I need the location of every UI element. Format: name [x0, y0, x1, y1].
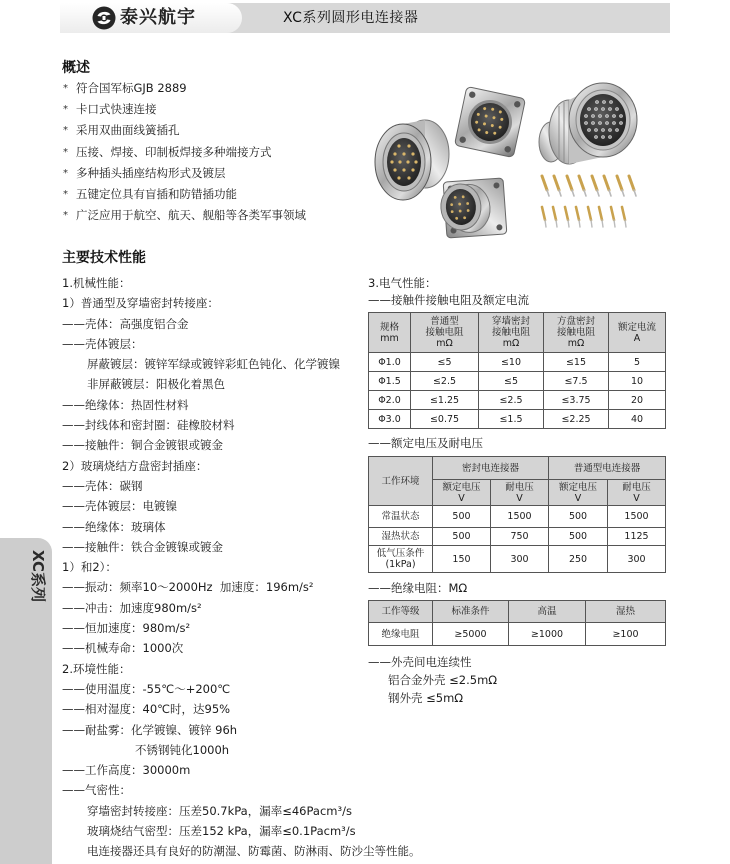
company-logo-icon [92, 6, 116, 30]
spec-vibration: ——振动：频率10～2000Hz 加速度：196m/s² [62, 580, 314, 595]
col-header-rated-current [609, 313, 666, 353]
group-header-standard: 普通型电连接器 [549, 457, 666, 480]
overview-heading: 概述 [62, 60, 90, 76]
spec-salt-spray: ——耐盐雾：化学镀镍、镀锌 96h [62, 722, 238, 737]
spec-contact-material-2: ——接触件：铁合金镀镍或镀金 [62, 539, 223, 554]
feedthrough-resistance-cell: ≤5 [479, 372, 544, 391]
environment-line: 低气压条件 [376, 548, 425, 559]
series-side-tab-label: XC系列 [29, 550, 47, 603]
col-header-sealed-withstand-voltage [491, 480, 549, 506]
col-header-unit: A [633, 332, 641, 344]
specs-heading: 主要技术性能 [62, 250, 146, 266]
col-header-line: 方盘密封 [556, 316, 595, 327]
col-header-unit: mm [380, 332, 399, 344]
feature-list [62, 78, 306, 226]
insulation-table [368, 600, 666, 646]
row-label-insulation: 绝缘电阻 [369, 623, 433, 646]
spec-airtightness-feedthrough: 穿墙密封转接座：压差50.7kPa，漏率≤46Pacm³/s [87, 803, 352, 818]
col-header-square-flange-resistance [544, 313, 609, 353]
col-header-line: 耐电压 [505, 481, 534, 493]
insulation-cell: ≥1000 [509, 623, 586, 646]
voltage-cell: 1500 [608, 506, 666, 528]
col-header-unit: mΩ [502, 338, 520, 349]
page-header [60, 3, 670, 33]
contact-resistance-table [368, 312, 666, 429]
col-header-sealed-rated-voltage [433, 480, 491, 506]
col-header-unit: V [516, 492, 523, 504]
voltage-table [368, 456, 666, 573]
spec-relative-humidity: ——相对湿度：40℃时，达95% [62, 702, 231, 717]
col-header-line: 接触电阻 [556, 327, 595, 338]
col-header-unit: mΩ [567, 338, 585, 349]
table-header-row [369, 601, 666, 623]
standard-resistance-cell: ≤1.25 [411, 391, 479, 410]
col-header-environment: 工作环境 [369, 457, 433, 506]
square-flange-resistance-cell: ≤2.25 [544, 410, 609, 429]
col-header-line: 额定电流 [617, 321, 656, 333]
col-header-line: 接触电阻 [425, 327, 464, 338]
standard-resistance-cell: ≤0.75 [411, 410, 479, 429]
insulation-cell: ≥100 [586, 623, 666, 646]
spec-shell-material: ——壳体：高强度铝合金 [62, 316, 189, 331]
feature-item: * 符合国军标GJB 2889 [62, 78, 306, 99]
subsection-1-and-2-title: 1）和2）： [62, 560, 117, 575]
spec-altitude: ——工作高度：30000m [62, 763, 191, 778]
col-header-unit: V [458, 492, 465, 504]
table-row [369, 372, 666, 391]
rated-current-cell: 10 [609, 372, 666, 391]
spec-airtightness: ——气密性： [62, 783, 131, 798]
col-header-line: 普通型 [430, 316, 459, 327]
table-header-row [369, 457, 666, 480]
col-header-unit: mΩ [436, 338, 453, 349]
feedthrough-resistance-cell: ≤1.5 [479, 410, 544, 429]
contact-resistance-caption: ——接触件接触电阻及额定电流 [368, 293, 529, 307]
spec-shell-plating-2: ——壳体镀层：电镀镍 [62, 499, 177, 514]
spec-seal-material: ——封线体和密封圈：硅橡胶材料 [62, 418, 235, 433]
voltage-cell: 500 [549, 506, 608, 528]
col-header-grade: 工作等级 [369, 601, 433, 623]
table-row [369, 506, 666, 528]
round-plug-connector [375, 120, 449, 200]
section-environmental-title: 2.环境性能： [62, 661, 131, 676]
insulation-cell: ≥5000 [433, 623, 509, 646]
voltage-cell: 1125 [608, 528, 666, 546]
environment-cell [369, 546, 433, 573]
environment-line: (1kPa) [385, 559, 416, 570]
rated-current-cell: 40 [609, 410, 666, 429]
feedthrough-resistance-cell: ≤2.5 [479, 391, 544, 410]
subsection-1-title: 1）普通型及穿墙密封转接座： [62, 296, 219, 311]
spec-shock: ——冲击：加速度980m/s² [62, 600, 202, 615]
table-row [369, 353, 666, 372]
contact-pins [542, 176, 636, 227]
spec-unshielded-plating: 非屏蔽镀层：阳极化着黑色 [87, 377, 225, 392]
feature-item: * 多种插头插座结构形式及镀层 [62, 163, 306, 184]
square-flange-receptacle-bottom [439, 178, 507, 238]
spec-constant-acceleration: ——恒加速度：980m/s² [62, 621, 191, 636]
standard-resistance-cell: ≤2.5 [411, 372, 479, 391]
environment-cell: 常温状态 [369, 506, 433, 528]
table-row [369, 623, 666, 646]
spec-shell-material-2: ——壳体：碳钢 [62, 478, 143, 493]
col-header-line: 规格 [379, 321, 399, 333]
feature-item: * 卡口式快速连接 [62, 99, 306, 120]
spec-salt-spray-stainless: 不锈钢钝化1000h [135, 742, 230, 757]
voltage-cell: 500 [549, 528, 608, 546]
subsection-2-title: 2）玻璃烧结方盘密封插座： [62, 458, 208, 473]
continuity-caption: ——外壳间电连续性 [368, 655, 472, 669]
col-header-line: 接触电阻 [491, 327, 530, 338]
spec-shell-plating: ——壳体镀层： [62, 336, 143, 351]
col-header-line: 额定电压 [559, 481, 598, 493]
square-flange-resistance-cell: ≤7.5 [544, 372, 609, 391]
table-row [369, 410, 666, 429]
voltage-cell: 250 [549, 546, 608, 573]
col-header-line: 耐电压 [622, 481, 651, 493]
spec-insulator: ——绝缘体：热固性材料 [62, 397, 189, 412]
group-header-sealed: 密封电连接器 [433, 457, 549, 480]
col-header-standard-resistance [411, 313, 479, 353]
size-cell: Φ1.5 [369, 372, 411, 391]
spec-shielded-plating: 屏蔽镀层：镀锌军绿或镀锌彩虹色钝化、化学镀镍 [87, 357, 340, 372]
voltage-cell: 1500 [491, 506, 549, 528]
size-cell: Φ1.0 [369, 353, 411, 372]
size-cell: Φ2.0 [369, 391, 411, 410]
large-round-connector [539, 83, 637, 164]
section-electrical-title: 3.电气性能： [368, 276, 437, 290]
voltage-cell: 300 [608, 546, 666, 573]
standard-resistance-cell: ≤5 [411, 353, 479, 372]
feature-item: * 五键定位具有盲插和防错插功能 [62, 184, 306, 205]
voltage-cell: 300 [491, 546, 549, 573]
col-header-line: 额定电压 [442, 481, 481, 493]
continuity-aluminum-shell: 铝合金外壳 ≤2.5mΩ [388, 673, 498, 687]
series-side-tab [0, 538, 52, 864]
square-flange-receptacle [454, 86, 525, 157]
col-header-unit: V [574, 492, 582, 504]
brand-name: 泰兴航宇 [120, 7, 196, 28]
product-photo [355, 80, 650, 245]
voltage-cell: 750 [491, 528, 549, 546]
feature-item: * 压接、焊接、印制板焊接多种端接方式 [62, 142, 306, 163]
col-header-standard-condition: 标准条件 [433, 601, 509, 623]
rated-current-cell: 5 [609, 353, 666, 372]
voltage-cell: 150 [433, 546, 491, 573]
spec-mechanical-life: ——机械寿命：1000次 [62, 641, 184, 656]
page-title: XC系列圆形电连接器 [283, 10, 419, 26]
table-row [369, 546, 666, 573]
col-header-feedthrough-resistance [479, 313, 544, 353]
table-row [369, 391, 666, 410]
spec-insulator-2: ——绝缘体：玻璃体 [62, 519, 166, 534]
col-header-line: 穿墙密封 [491, 316, 530, 327]
spec-other-protection: 电连接器还具有良好的防潮湿、防霉菌、防淋雨、防沙尘等性能。 [87, 844, 421, 859]
feedthrough-resistance-cell: ≤10 [479, 353, 544, 372]
col-header-high-temperature: 高温 [509, 601, 586, 623]
voltage-caption: ——额定电压及耐电压 [368, 436, 483, 450]
voltage-cell: 500 [433, 528, 491, 546]
environment-cell: 湿热状态 [369, 528, 433, 546]
table-row [369, 528, 666, 546]
square-flange-resistance-cell: ≤3.75 [544, 391, 609, 410]
feature-item: * 采用双曲面线簧插孔 [62, 120, 306, 141]
col-header-standard-withstand-voltage [608, 480, 666, 506]
voltage-cell: 500 [433, 506, 491, 528]
section-mechanical-title: 1.机械性能： [62, 276, 131, 290]
col-header-unit: V [633, 492, 640, 504]
square-flange-resistance-cell: ≤15 [544, 353, 609, 372]
size-cell: Φ3.0 [369, 410, 411, 429]
rated-current-cell: 20 [609, 391, 666, 410]
col-header-damp-heat: 湿热 [586, 601, 666, 623]
col-header-size [369, 313, 411, 353]
col-header-standard-rated-voltage [549, 480, 608, 506]
spec-airtightness-glass: 玻璃烧结气密型：压差152 kPa，漏率≤0.1Pacm³/s [87, 824, 356, 839]
continuity-steel-shell: 钢外壳 ≤5mΩ [388, 691, 464, 705]
feature-item: * 广泛应用于航空、航天、舰船等各类军事领域 [62, 205, 306, 226]
insulation-caption: ——绝缘电阻：MΩ [368, 581, 468, 595]
table-header-row [369, 313, 666, 353]
spec-contact-material: ——接触件：铜合金镀银或镀金 [62, 438, 223, 453]
spec-operating-temperature: ——使用温度：-55℃～+200℃ [62, 681, 231, 696]
